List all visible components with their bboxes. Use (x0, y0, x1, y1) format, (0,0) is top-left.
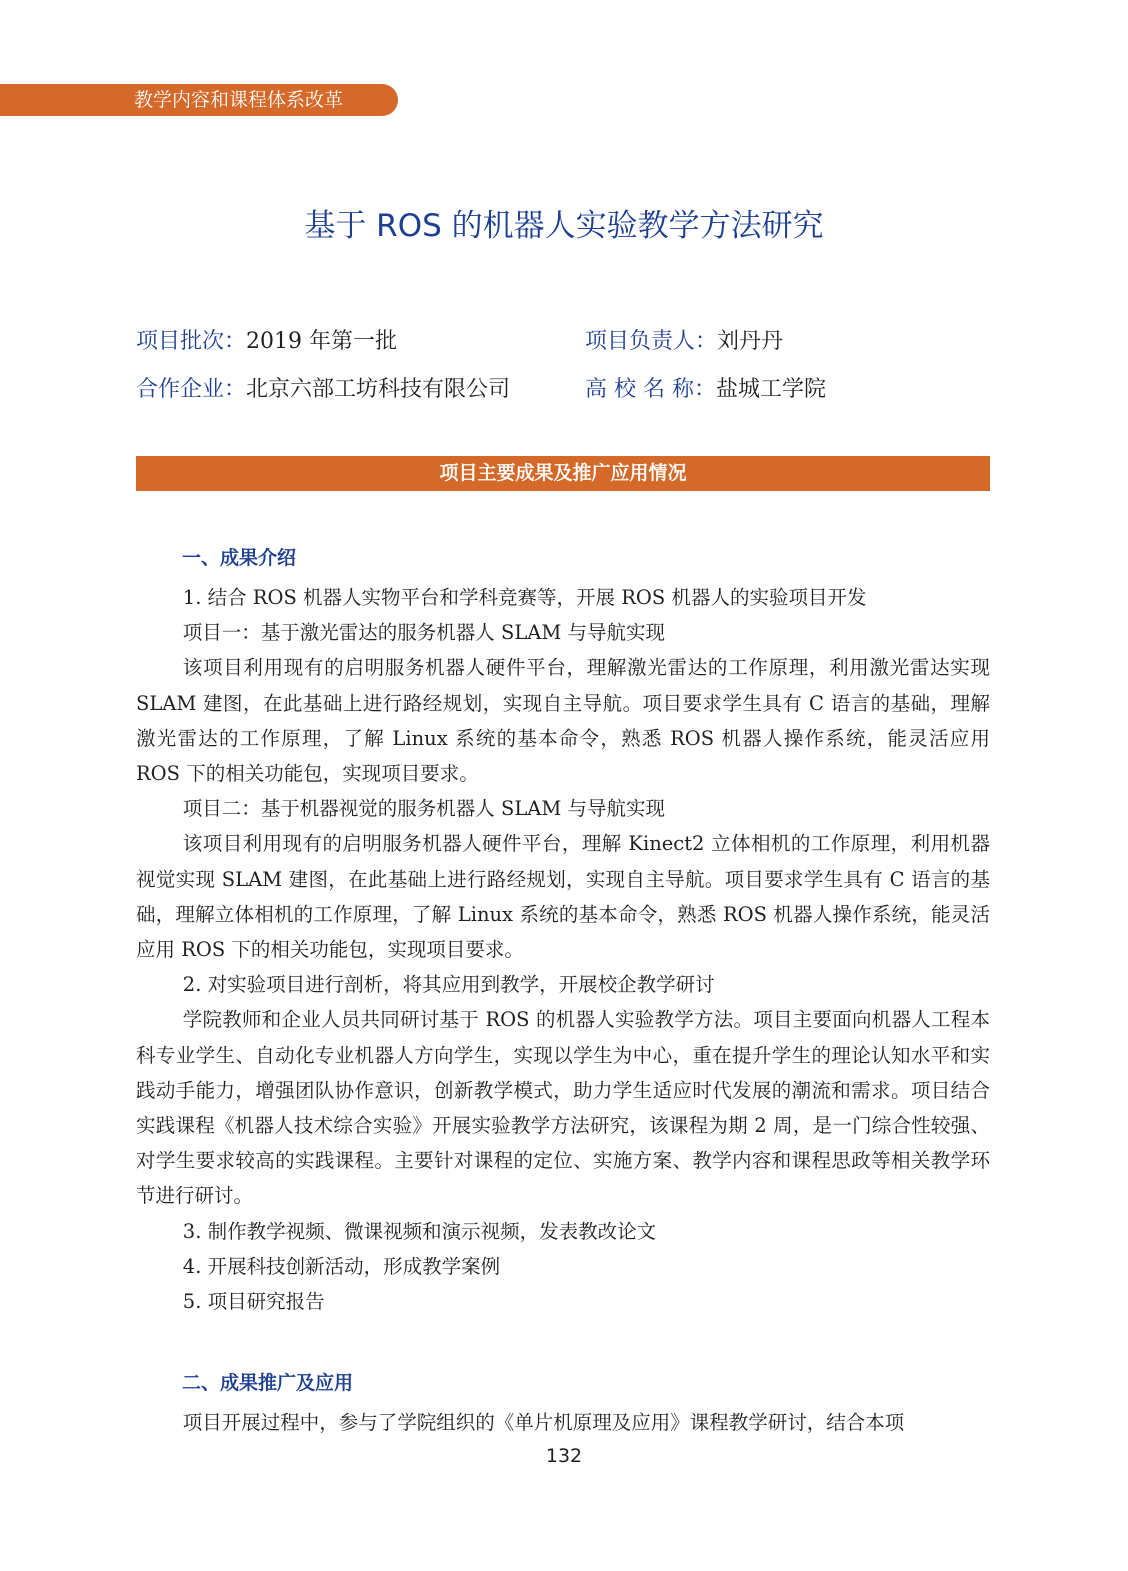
section1-body (136, 580, 990, 1319)
meta-company-value: 北京六部工坊科技有限公司 (246, 377, 511, 402)
section-banner: 项目主要成果及推广应用情况 (136, 456, 990, 491)
section-heading-application: 二、成果推广及应用 (182, 1372, 354, 1394)
paragraph: 项目开展过程中，参与了学院组织的《单片机原理及应用》课程教学研讨，结合本项 (182, 1411, 905, 1434)
meta-school-label: 高 校 名 称： (585, 377, 716, 402)
meta-batch-label: 项目批次： (136, 329, 247, 354)
meta-school-value: 盐城工学院 (715, 377, 826, 402)
paragraph: 3. 制作教学视频、微课视频和演示视频，发表教改论文 (182, 1219, 657, 1243)
paragraph: 该项目利用现有的启明服务机器人硬件平台，理解 Kinect2 立体相机的工作原理，利用机器视觉实现 SLAM 建图，在此基础上进行路经规划，实现自主导航。项目要求学生具有 C 语言的基础，理解立体相机的工作原理，了解 Linux 系统的基本命令，熟悉 ROS 机器人操作系统，能灵活应用 ROS 下的相关功能包，实现项目要求。 (136, 832, 990, 962)
page-number: 132 (545, 1445, 583, 1467)
paragraph: 项目一：基于激光雷达的服务机器人 SLAM 与导航实现 (182, 621, 666, 645)
meta-batch-value: 2019 年第一批 (246, 329, 397, 354)
meta-company (136, 372, 510, 403)
paragraph: 学院教师和企业人员共同研讨基于 ROS 的机器人实验教学方法。项目主要面向机器人工程本科专业学生、自动化专业机器人方向学生，实现以学生为中心，重在提升学生的理论认知水平和实践动手能力，增强团队协作意识，创新教学模式，助力学生适应时代发展的潮流和需求。项目结合实践课程《机器人技术综合实验》开展实验教学方法研究，该课程为期 2 周，是一门综合性较强、对学生要求较高的实践课程。主要针对课程的定位、实施方案、教学内容和课程思政等相关教学环节进行研讨。 (136, 1008, 990, 1208)
paragraph: 该项目利用现有的启明服务机器人硬件平台，理解激光雷达的工作原理，利用激光雷达实现 SLAM 建图，在此基础上进行路经规划，实现自主导航。项目要求学生具有 C 语言的基础，理解激光雷达的工作原理，了解 Linux 系统的基本命令，熟悉 ROS 机器人操作系统，能灵活应用 ROS 下的相关功能包，实现项目要求。 (136, 656, 990, 786)
paragraph: 5. 项目研究报告 (182, 1290, 325, 1314)
page-title: 基于 ROS 的机器人实验教学方法研究 (304, 208, 824, 244)
meta-leader (585, 324, 783, 355)
section-tab: 教学内容和课程体系改革 (0, 84, 398, 116)
paragraph: 2. 对实验项目进行剖析，将其应用到教学，开展校企教学研讨 (182, 973, 715, 997)
paragraph: 1. 结合 ROS 机器人实物平台和学科竞赛等，开展 ROS 机器人的实验项目开发 (182, 586, 867, 609)
paragraph: 项目二：基于机器视觉的服务机器人 SLAM 与导航实现 (182, 797, 666, 821)
section2-body (136, 1405, 990, 1440)
meta-leader-label: 项目负责人： (585, 329, 718, 354)
meta-company-label: 合作企业： (136, 377, 247, 402)
section-heading-results: 一、成果介绍 (182, 547, 297, 569)
meta-batch (136, 324, 397, 355)
meta-leader-value: 刘丹丹 (717, 329, 784, 354)
meta-school (585, 372, 826, 403)
paragraph: 4. 开展科技创新活动，形成教学案例 (182, 1254, 501, 1278)
